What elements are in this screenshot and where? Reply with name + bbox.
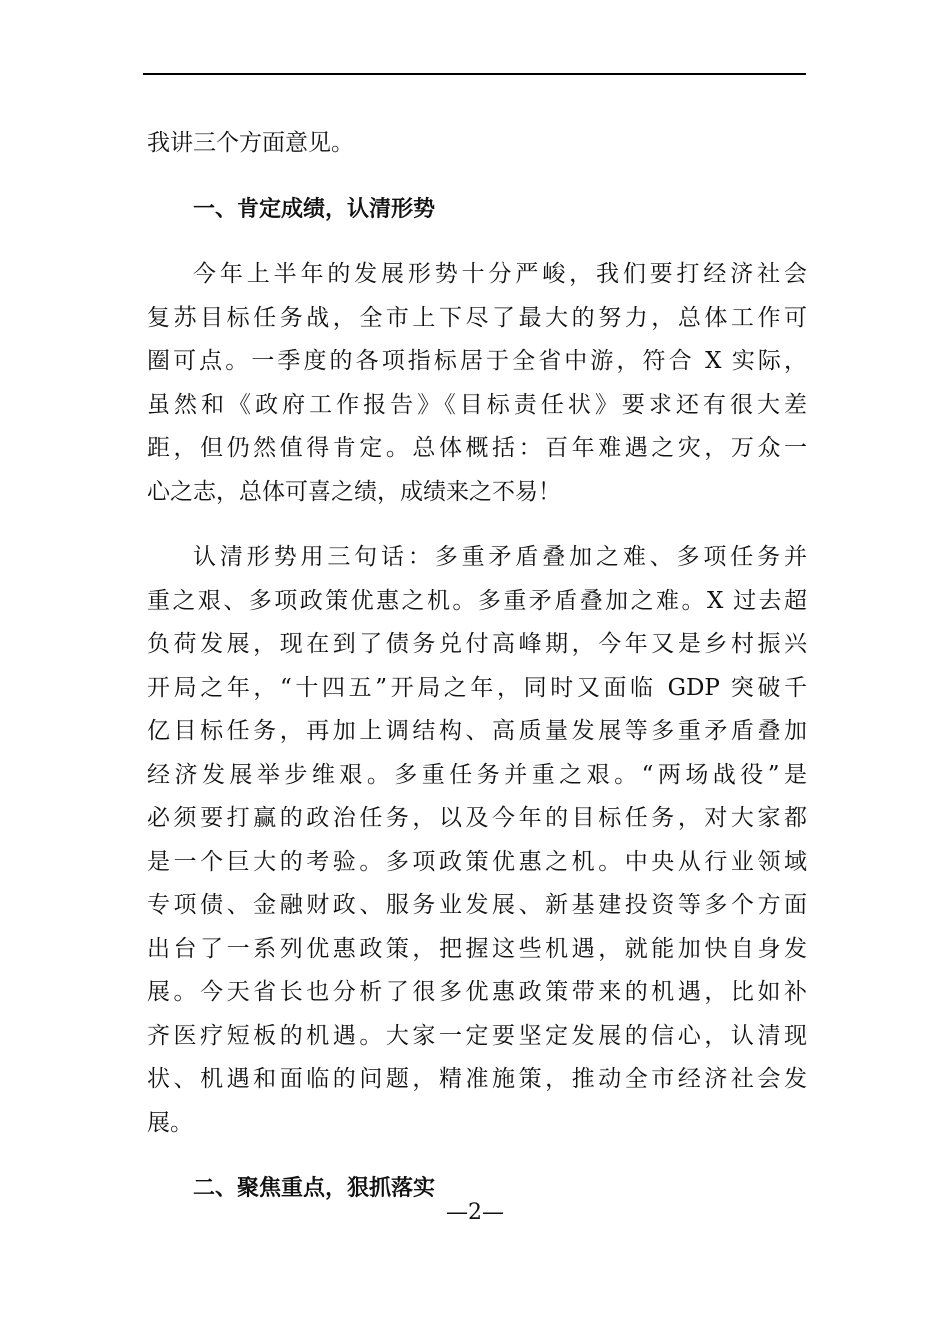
paragraph-line: 虽然和《政府工作报告》《目标责任状》要求还有很大差 (147, 391, 807, 418)
paragraph-line: 圈可点。一季度的各项指标居于全省中游，符合 X 实际， (147, 348, 807, 374)
paragraph-line: 开局之年，“十四五”开局之年，同时又面临 GDP 突破千 (147, 674, 807, 701)
paragraph-line: 必须要打赢的政治任务，以及今年的目标任务，对大家都 (147, 805, 807, 831)
section-heading-1: 一、肯定成绩，认清形势 (193, 196, 436, 222)
paragraph-line: 重之艰、多项政策优惠之机。多重矛盾叠加之难。X 过去超 (147, 587, 807, 614)
paragraph-1 (147, 253, 807, 514)
paragraph-line: 齐医疗短板的机遇。大家一定要坚定发展的信心，认清现 (147, 1022, 807, 1049)
paragraph-line: 展。今天省长也分析了很多优惠政策带来的机遇，比如补 (147, 979, 807, 1005)
paragraph-line: 是一个巨大的考验。多项政策优惠之机。中央从行业领域 (147, 848, 807, 875)
paragraph-line: 经济发展举步维艰。多重任务并重之艰。“两场战役”是 (147, 761, 807, 788)
paragraph-line: 复苏目标任务战，全市上下尽了最大的努力，总体工作可 (147, 304, 807, 331)
header-rule (143, 73, 806, 75)
paragraph-line: 专项债、金融财政、服务业发展、新基建投资等多个方面 (147, 892, 807, 918)
page-number: —2— (446, 1200, 504, 1225)
paragraph-line: 今年上半年的发展形势十分严峻，我们要打经济社会 (193, 261, 807, 287)
paragraph-line: 心之志，总体可喜之绩，成绩来之不易！ (147, 478, 561, 505)
paragraph-line: 状、机遇和面临的问题，精准施策，推动全市经济社会发 (147, 1066, 807, 1092)
intro-line: 我讲三个方面意见。 (147, 130, 354, 156)
section-heading-2: 二、聚焦重点，狠抓落实 (193, 1176, 436, 1201)
paragraph-line: 出台了一系列优惠政策，把握这些机遇，就能加快自身发 (147, 935, 807, 962)
paragraph-line: 认清形势用三句话：多重矛盾叠加之难、多项任务并 (193, 544, 807, 570)
paragraph-line: 亿目标任务，再加上调结构、高质量发展等多重矛盾叠加 (147, 718, 807, 744)
paragraph-line: 负荷发展，现在到了债务兑付高峰期，今年又是乡村振兴 (147, 631, 807, 657)
paragraph-line: 展。 (147, 1109, 193, 1136)
paragraph-2 (147, 536, 807, 1145)
paragraph-line: 距，但仍然值得肯定。总体概括：百年难遇之灾，万众一 (147, 435, 807, 461)
document-body (147, 122, 807, 1211)
